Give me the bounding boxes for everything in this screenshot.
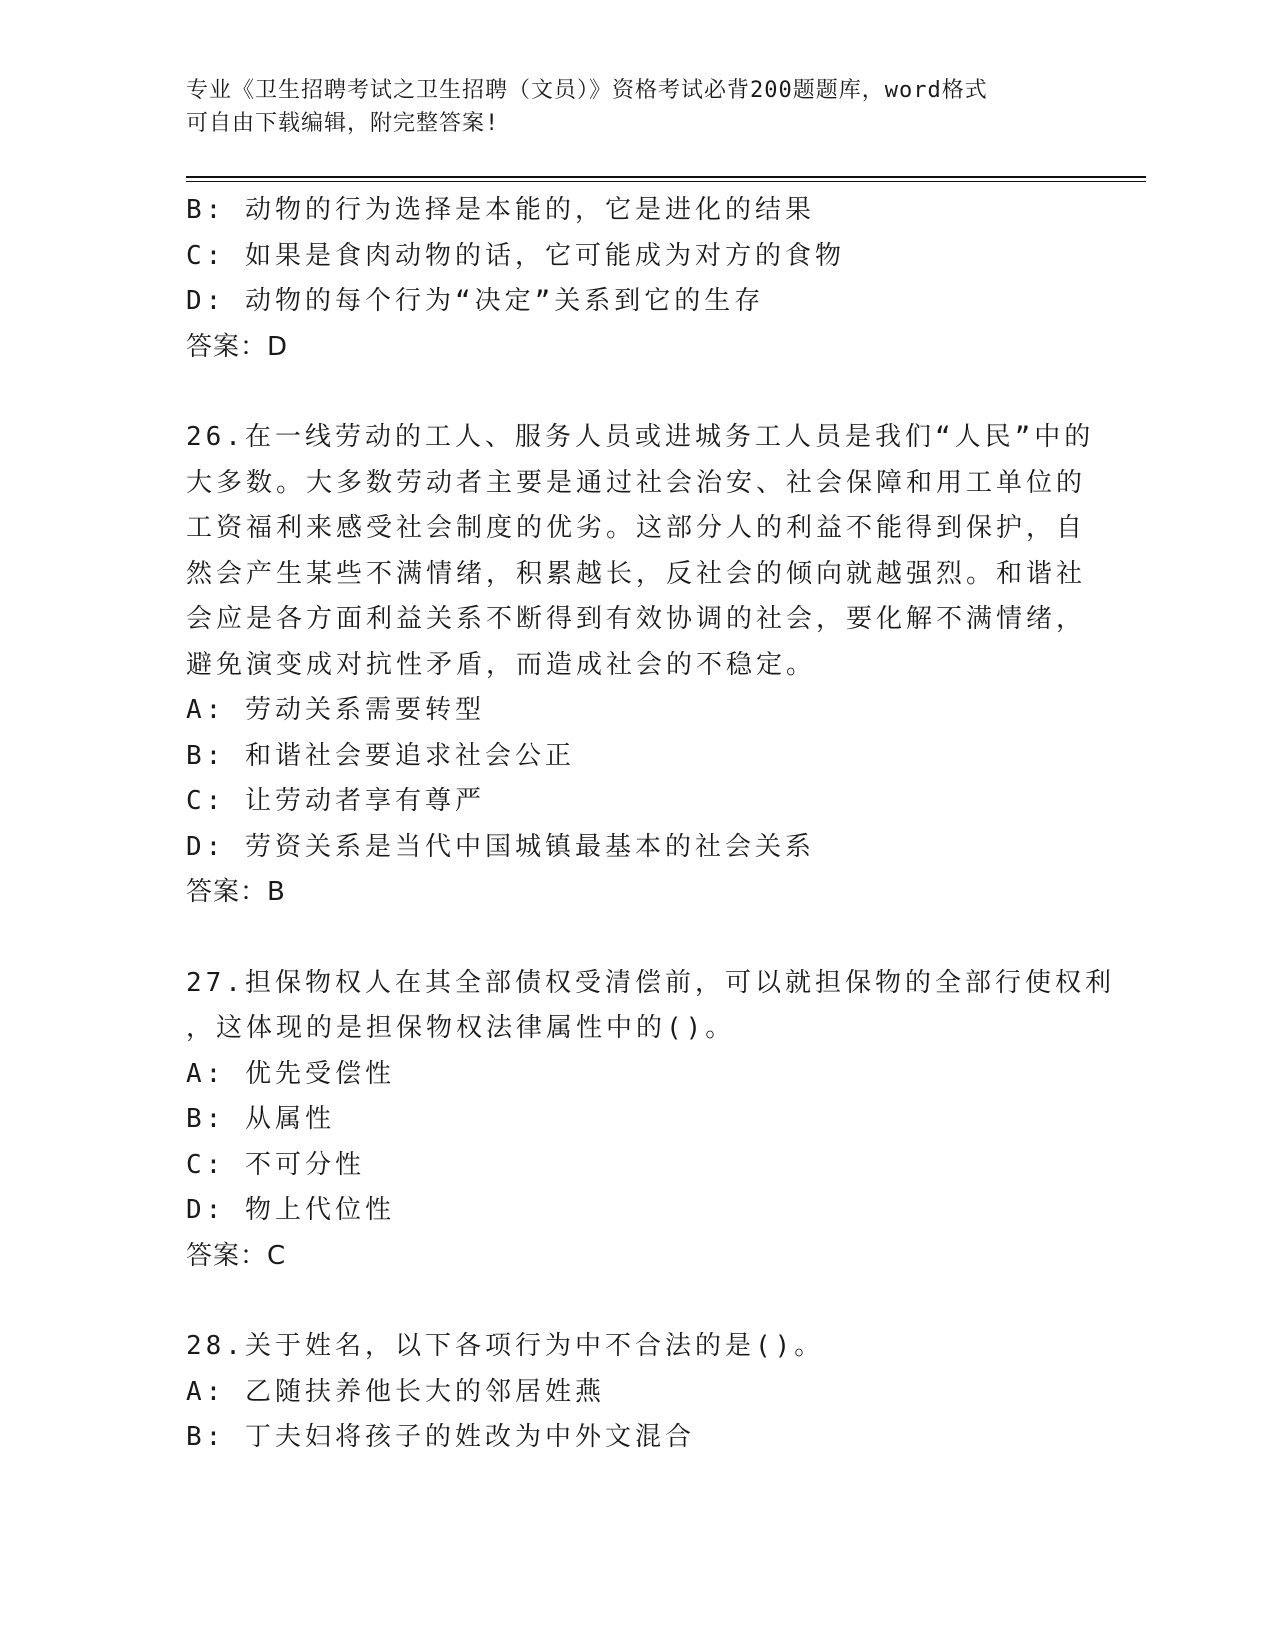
question-text-line: 工资福利来感受社会制度的优劣。这部分人的利益不能得到保护，自 — [186, 513, 1087, 543]
question-text-line: 26.在一线劳动的工人、服务人员或进城务工人员是我们“人民”中的 — [186, 422, 1095, 452]
option-line: D: 动物的每个行为“决定”关系到它的生存 — [186, 286, 765, 316]
question-text-line: 避免演变成对抗性矛盾，而造成社会的不稳定。 — [186, 649, 817, 680]
option-line: B: 和谐社会要追求社会公正 — [186, 740, 575, 771]
option-line: D: 物上代位性 — [186, 1195, 395, 1225]
option-line: B: 从属性 — [186, 1104, 335, 1134]
option-line: A: 优先受偿性 — [186, 1058, 395, 1089]
question-text-line: 27.担保物权人在其全部债权受清偿前，可以就担保物的全部行使权利 — [186, 967, 1115, 998]
option-line: A: 乙随扶养他长大的邻居姓燕 — [186, 1376, 605, 1407]
question-text-line: 然会产生某些不满情绪，积累越长，反社会的倾向就越强烈。和谐社 — [186, 558, 1087, 589]
spacer — [186, 370, 1086, 415]
question-text-line: ，这体现的是担保物权法律属性中的()。 — [186, 1013, 736, 1043]
question-26 — [186, 415, 1095, 916]
question-text-line: 会应是各方面利益关系不断得到有效协调的社会，要化解不满情绪， — [186, 604, 1087, 634]
header-line-1: 专业《卫生招聘考试之卫生招聘（文员）》资格考试必背200题题库，word格式 — [186, 78, 988, 103]
spacer — [186, 916, 1086, 961]
question-text-line: 28.关于姓名，以下各项行为中不合法的是()。 — [186, 1331, 825, 1361]
option-line: C: 让劳动者享有尊严 — [186, 786, 485, 816]
option-line: B: 丁夫妇将孩子的姓改为中外文混合 — [186, 1422, 695, 1452]
answer-line: 答案：B — [186, 877, 286, 907]
question-text-line: 大多数。大多数劳动者主要是通过社会治安、社会保障和用工单位的 — [186, 467, 1087, 498]
header-rule-thick — [186, 176, 1146, 178]
question-27 — [186, 961, 1115, 1280]
option-line: D: 劳资关系是当代中国城镇最基本的社会关系 — [186, 831, 815, 862]
header-rule-thin — [186, 181, 1146, 182]
answer-line: 答案：C — [186, 1240, 287, 1271]
option-line: A: 劳动关系需要转型 — [186, 695, 485, 725]
question-28 — [186, 1324, 1086, 1461]
option-line: C: 如果是食肉动物的话，它可能成为对方的食物 — [186, 240, 845, 271]
page-header — [186, 74, 1066, 140]
question-25-tail — [186, 188, 1086, 370]
spacer — [186, 1279, 1086, 1324]
option-line: C: 不可分性 — [186, 1149, 365, 1180]
header-line-2: 可自由下载编辑，附完整答案! — [186, 111, 500, 136]
option-line: B: 动物的行为选择是本能的，它是进化的结果 — [186, 195, 815, 225]
answer-line: 答案：D — [186, 331, 289, 362]
document-body — [186, 188, 1115, 1461]
